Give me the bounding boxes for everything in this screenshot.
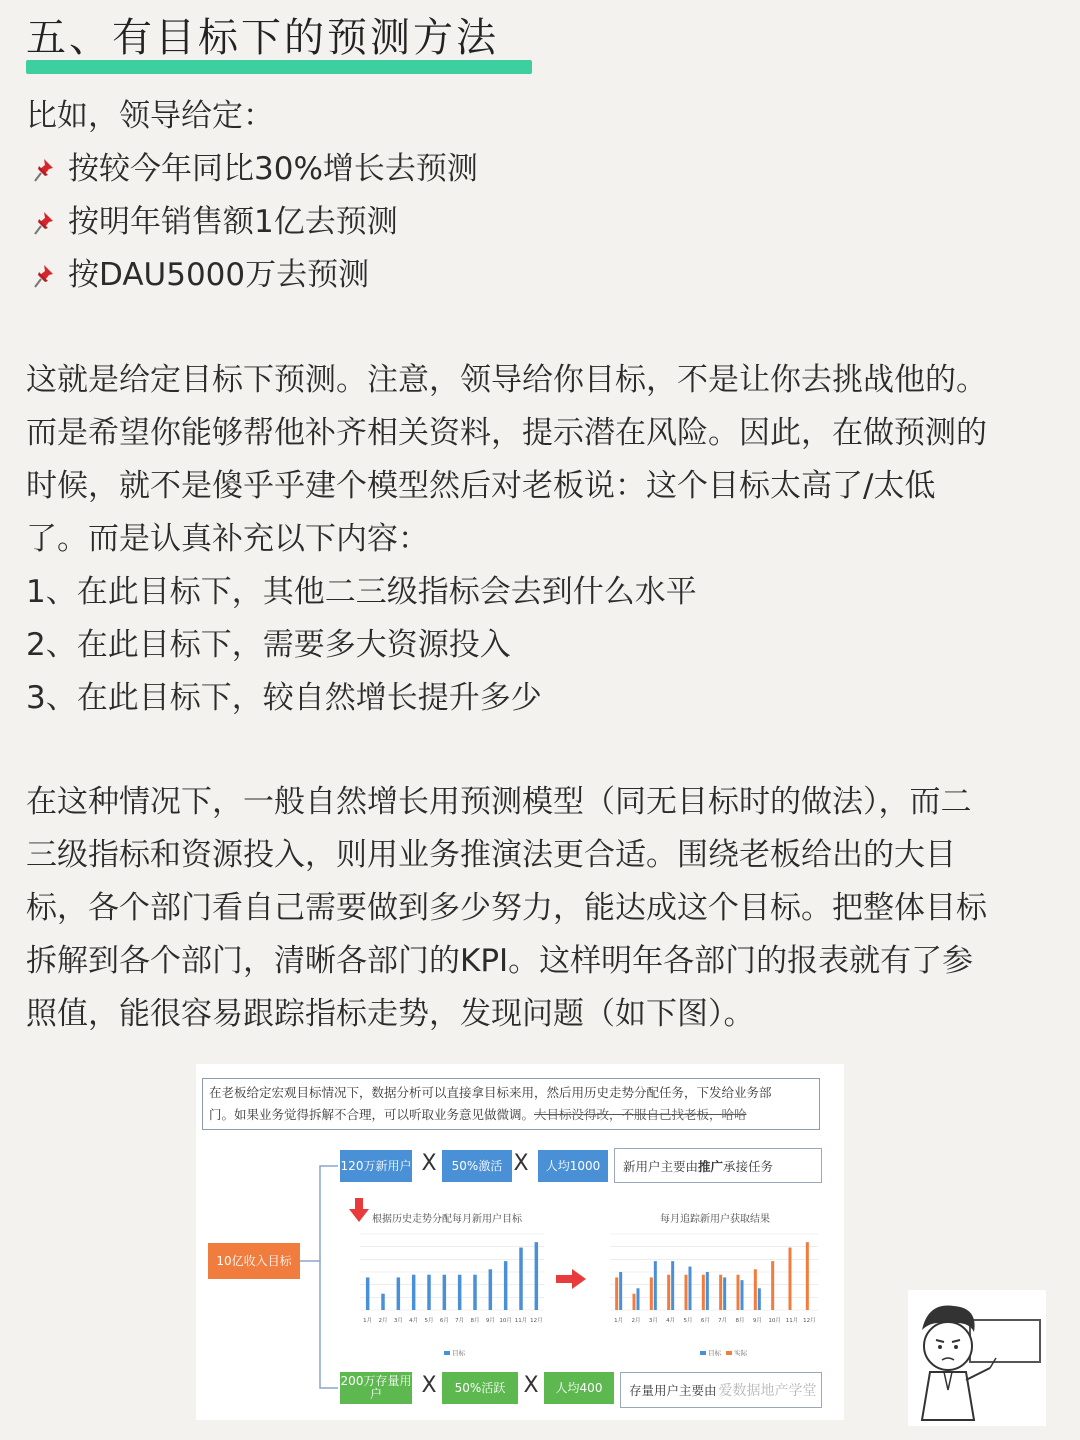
x-tick-label: 6月	[700, 1318, 710, 1324]
list-item	[30, 196, 478, 249]
numbered-item: 1、在此目标下，其他二三级指标会去到什么水平	[26, 574, 697, 610]
bar-目标-6月	[443, 1275, 447, 1310]
bar-目标-4月	[412, 1275, 416, 1310]
legend-label-target: 目标	[708, 1349, 722, 1357]
x-tick-label: 8月	[470, 1318, 480, 1324]
pushpin-icon	[30, 209, 58, 237]
legend-label-actual: 实际	[734, 1349, 748, 1357]
bar-目标-10月	[771, 1261, 774, 1310]
list-item	[30, 143, 478, 196]
x-tick-label: 8月	[735, 1318, 745, 1324]
x-tick-label: 3月	[648, 1318, 658, 1324]
list-item	[30, 249, 478, 302]
multiply-sign: X	[523, 1373, 539, 1398]
paragraph-line: 了。而是认真补充以下内容：	[26, 521, 429, 557]
activation-box: 50%激活	[442, 1150, 512, 1182]
x-tick-label: 6月	[439, 1318, 449, 1324]
bar-目标-9月	[754, 1269, 757, 1310]
paragraph-line: 时候，就不是傻乎乎建个模型然后对老板说：这个目标太高了/太低	[26, 468, 936, 504]
paragraph-line: 三级指标和资源投入，则用业务推演法更合适。围绕老板给出的大目	[26, 837, 956, 873]
root-goal-box: 10亿收入目标	[208, 1243, 300, 1279]
x-tick-label: 11月	[514, 1318, 528, 1324]
outcome-text-b: 推广	[698, 1158, 724, 1174]
multiply-sign: X	[421, 1373, 437, 1398]
bar-目标-12月	[806, 1242, 809, 1310]
outcome-text: 存量用户主要由	[629, 1383, 717, 1398]
note-line-1: 在老板给定宏观目标情况下，数据分析可以直接拿目标来用，然后用历史走势分配任务，下发给业务部	[209, 1085, 772, 1100]
x-tick-label: 5月	[424, 1318, 434, 1324]
bar-目标-2月	[381, 1294, 385, 1310]
multiply-sign: X	[421, 1151, 437, 1176]
bullet-text: 按较今年同比30%增长去预测	[68, 151, 478, 187]
bar-目标-12月	[535, 1242, 539, 1310]
bar-实际-8月	[741, 1280, 744, 1310]
bar-目标-1月	[615, 1277, 618, 1310]
new-user-box: 120万新用户	[340, 1150, 412, 1182]
x-tick-label: 2月	[631, 1318, 641, 1324]
x-tick-label: 1月	[614, 1318, 624, 1324]
x-tick-label: 12月	[530, 1318, 543, 1324]
outcome-text-a: 新用户主要由	[623, 1158, 699, 1174]
bar-实际-1月	[619, 1272, 622, 1310]
bar-目标-1月	[366, 1277, 370, 1310]
bar-目标-3月	[397, 1277, 401, 1310]
bar-目标-6月	[702, 1275, 705, 1310]
bar-实际-2月	[637, 1288, 640, 1310]
x-tick-label: 10月	[499, 1318, 512, 1324]
arpu-box: 人均1000	[538, 1150, 608, 1182]
intro-text: 比如，领导给定：	[26, 98, 274, 134]
x-tick-label: 2月	[378, 1318, 388, 1324]
paragraph-line: 拆解到各个部门，清晰各部门的KPI。这样明年各部门的报表就有了参	[26, 943, 974, 979]
page-title: 五、有目标下的预测方法	[26, 15, 499, 61]
bar-实际-6月	[706, 1272, 709, 1310]
bullet-list	[30, 143, 478, 302]
existing-user-box: 200万存量用户	[340, 1372, 412, 1404]
x-tick-label: 9月	[752, 1318, 762, 1324]
numbered-item: 3、在此目标下，较自然增长提升多少	[26, 680, 542, 716]
legend-swatch-actual	[726, 1351, 732, 1355]
x-tick-label: 1月	[363, 1318, 373, 1324]
legend-label-target: 目标	[452, 1349, 466, 1357]
legend-right	[700, 1348, 747, 1357]
watermark: 爱数据地产学堂	[718, 1383, 817, 1399]
active-rate-box: 50%活跃	[442, 1372, 518, 1404]
paragraph-line: 而是希望你能够帮他补齐相关资料，提示潜在风险。因此，在做预测的	[26, 415, 987, 451]
legend-swatch-target	[700, 1351, 706, 1355]
x-tick-label: 7月	[718, 1318, 728, 1324]
bar-目标-7月	[458, 1275, 462, 1310]
chart-monthly-target	[356, 1226, 548, 1326]
pushpin-icon	[30, 156, 58, 184]
bar-目标-10月	[504, 1261, 508, 1310]
paragraph-2	[26, 776, 1058, 1041]
legend-left	[444, 1348, 465, 1357]
arpu-box-existing: 人均400	[544, 1372, 614, 1404]
bar-目标-5月	[427, 1275, 431, 1310]
existing-user-outcome	[620, 1372, 822, 1408]
bar-目标-11月	[519, 1248, 523, 1310]
bar-实际-4月	[671, 1261, 674, 1310]
right-arrow-icon	[556, 1268, 588, 1290]
bar-目标-5月	[685, 1275, 688, 1310]
chart-monthly-tracking	[606, 1226, 822, 1326]
outcome-text-c: 承接任务	[723, 1158, 774, 1174]
paragraph-line: 标，各个部门看自己需要做到多少努力，能达成这个目标。把整体目标	[26, 890, 987, 926]
note-strikethrough: 大目标没得改，不服自己找老板，哈哈	[534, 1107, 747, 1122]
bar-目标-2月	[633, 1294, 636, 1310]
bar-目标-11月	[789, 1248, 792, 1310]
paragraph-line: 照值，能很容易跟踪指标走势，发现问题（如下图）。	[26, 996, 755, 1032]
legend-swatch-target	[444, 1351, 450, 1355]
paragraph-line: 在这种情况下，一般自然增长用预测模型（同无目标时的做法），而二	[26, 784, 972, 820]
teacher-cartoon-icon	[908, 1290, 1046, 1426]
x-tick-label: 4月	[409, 1318, 419, 1324]
bar-目标-7月	[719, 1275, 722, 1310]
bar-目标-8月	[737, 1275, 740, 1310]
x-tick-label: 12月	[803, 1318, 816, 1324]
numbered-item: 2、在此目标下，需要多大资源投入	[26, 627, 511, 663]
x-tick-label: 10月	[768, 1318, 781, 1324]
x-tick-label: 7月	[455, 1318, 465, 1324]
down-arrow-icon	[348, 1198, 370, 1224]
x-tick-label: 11月	[785, 1318, 799, 1324]
chart-left-caption: 根据历史走势分配每月新用户目标	[372, 1214, 522, 1225]
bar-目标-8月	[473, 1275, 477, 1310]
chart-right-caption: 每月追踪新用户获取结果	[660, 1214, 770, 1225]
paragraph-1	[26, 354, 1058, 725]
pushpin-icon	[30, 262, 58, 290]
bullet-text: 按明年销售额1亿去预测	[68, 204, 398, 240]
note-line-2-text: 门。如果业务觉得拆解不合理，可以听取业务意见做微调。	[209, 1107, 535, 1122]
bar-目标-4月	[667, 1275, 670, 1310]
paragraph-line: 这就是给定目标下预测。注意，领导给你目标，不是让你去挑战他的。	[26, 362, 987, 398]
teacher-avatar	[908, 1290, 1046, 1426]
bar-实际-3月	[654, 1261, 657, 1310]
bar-实际-5月	[689, 1267, 692, 1310]
x-tick-label: 4月	[666, 1318, 676, 1324]
bullet-text: 按DAU5000万去预测	[68, 257, 370, 293]
bar-目标-3月	[650, 1277, 653, 1310]
bar-目标-9月	[489, 1269, 493, 1310]
multiply-sign: X	[513, 1151, 529, 1176]
x-tick-label: 5月	[683, 1318, 693, 1324]
x-tick-label: 9月	[485, 1318, 495, 1324]
x-tick-label: 3月	[393, 1318, 403, 1324]
bar-实际-9月	[758, 1288, 761, 1310]
new-user-outcome	[614, 1148, 822, 1183]
bar-实际-7月	[723, 1277, 726, 1310]
